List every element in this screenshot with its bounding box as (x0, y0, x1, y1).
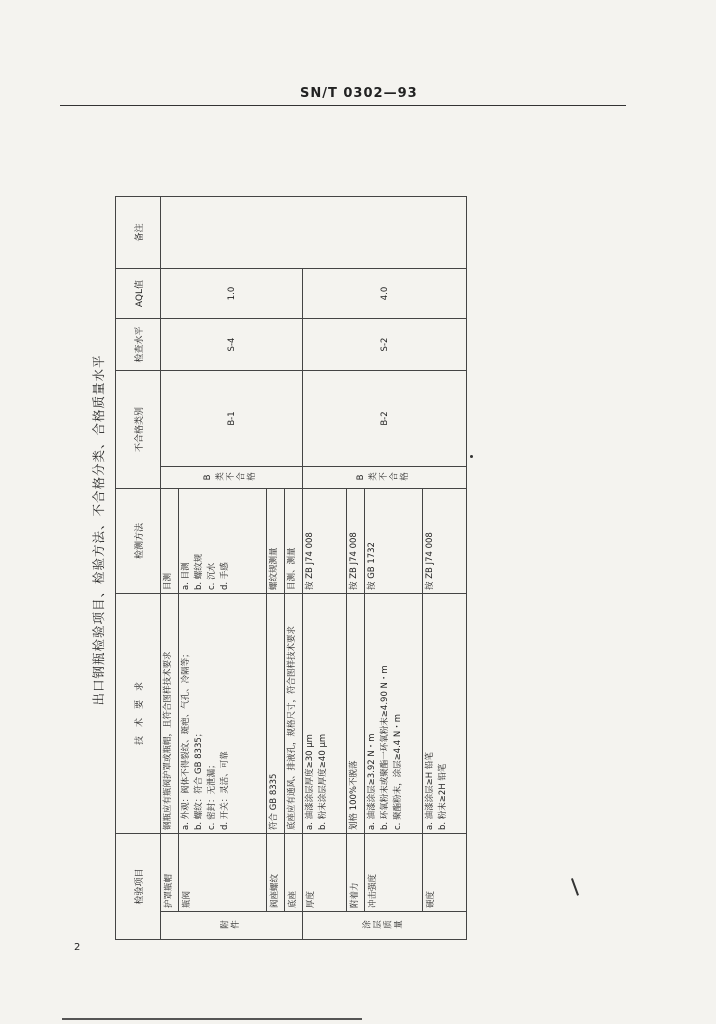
group-attachment: 附件 (161, 912, 303, 940)
requirement-cell: a. 油漆涂层≥3.92 N・m b. 环氧粉末或聚酯一环氧粉末≥4.90 N・m c. 聚酯粉末，涂层≥4.4 N・m (365, 594, 423, 834)
requirement-cell: 底座应有通风、排液孔，规格尺寸，符合图样技术要求 (285, 594, 303, 834)
requirement-cell: 划格 100%不脱落 (347, 594, 365, 834)
b-nonconform-label-1: B类不合格 (161, 467, 303, 489)
defect-class-b1: B-1 (161, 371, 303, 467)
inspection-level-s4: S-4 (161, 319, 303, 371)
table-row (161, 197, 179, 940)
header-rule (60, 105, 626, 106)
item-name: 硬度 (423, 834, 467, 912)
aql-1-0: 1.0 (161, 269, 303, 319)
requirement-cell: 符合 GB 8335 (267, 594, 285, 834)
table-title: 出口钢瓶检验项目、检验方法、不合格分类、合格质量水平 (91, 354, 106, 706)
header-remark: 备注 (116, 197, 161, 269)
item-name: 底座 (285, 834, 303, 912)
standard-code: SN/T 0302—93 (300, 86, 418, 101)
method-cell: 螺纹规测量 (267, 489, 285, 594)
aql-4-0: 4.0 (303, 269, 467, 319)
remark-cell (161, 197, 467, 269)
rotated-table-block (85, 120, 463, 940)
method-cell: a. 目测 b. 螺纹规 c. 沉水 d. 手感 (179, 489, 267, 594)
b-nonconform-label-2: B类不合格 (303, 467, 467, 489)
method-cell: 目测 (161, 489, 179, 594)
header-item: 检验项目 (116, 834, 161, 940)
requirement-cell: a. 油漆涂层厚度≥30 μm b. 粉末涂层厚度≥40 μm (303, 594, 347, 834)
inspection-table (115, 196, 467, 940)
requirement-cell: a. 外观：阀体不得裂纹、斑疤、气孔、冷隔等； b. 螺纹：符合 GB 8335； c. 密封：无泄漏； d. 开关：灵活、可靠 (179, 594, 267, 834)
scan-dot (470, 455, 473, 458)
item-name: 护罩瓶帽 (161, 834, 179, 912)
header-defect-class: 不合格类别 (116, 371, 161, 489)
scan-mark (571, 878, 579, 895)
item-name: 附着力 (347, 834, 365, 912)
header-aql: AQL值 (116, 269, 161, 319)
method-cell: 按 ZB J74 008 (303, 489, 347, 594)
method-cell: 按 ZB J74 008 (347, 489, 365, 594)
item-name: 冲击强度 (365, 834, 423, 912)
table-row (303, 197, 347, 940)
requirement-cell: 钢瓶应有瓶阀护罩或瓶帽，且符合图样技术要求 (161, 594, 179, 834)
header-inspection-level: 检查水平 (116, 319, 161, 371)
item-name: 厚度 (303, 834, 347, 912)
header-requirement: 技 术 要 求 (116, 594, 161, 834)
page-number: 2 (74, 942, 81, 953)
method-cell: 按 GB 1732 (365, 489, 423, 594)
inspection-level-s2: S-2 (303, 319, 467, 371)
method-cell: 按 ZB J74 008 (423, 489, 467, 594)
group-coating: 涂层质量 (303, 912, 467, 940)
header-method: 检测方法 (116, 489, 161, 594)
defect-class-b2: B-2 (303, 371, 467, 467)
item-name: 瓶阀 (179, 834, 267, 912)
requirement-cell: a. 油漆涂层≥H 铅笔 b. 粉末≥2H 铅笔 (423, 594, 467, 834)
bottom-rule (62, 1018, 362, 1020)
item-name: 阀座螺纹 (267, 834, 285, 912)
method-cell: 目测、测量 (285, 489, 303, 594)
header-row (116, 197, 161, 940)
